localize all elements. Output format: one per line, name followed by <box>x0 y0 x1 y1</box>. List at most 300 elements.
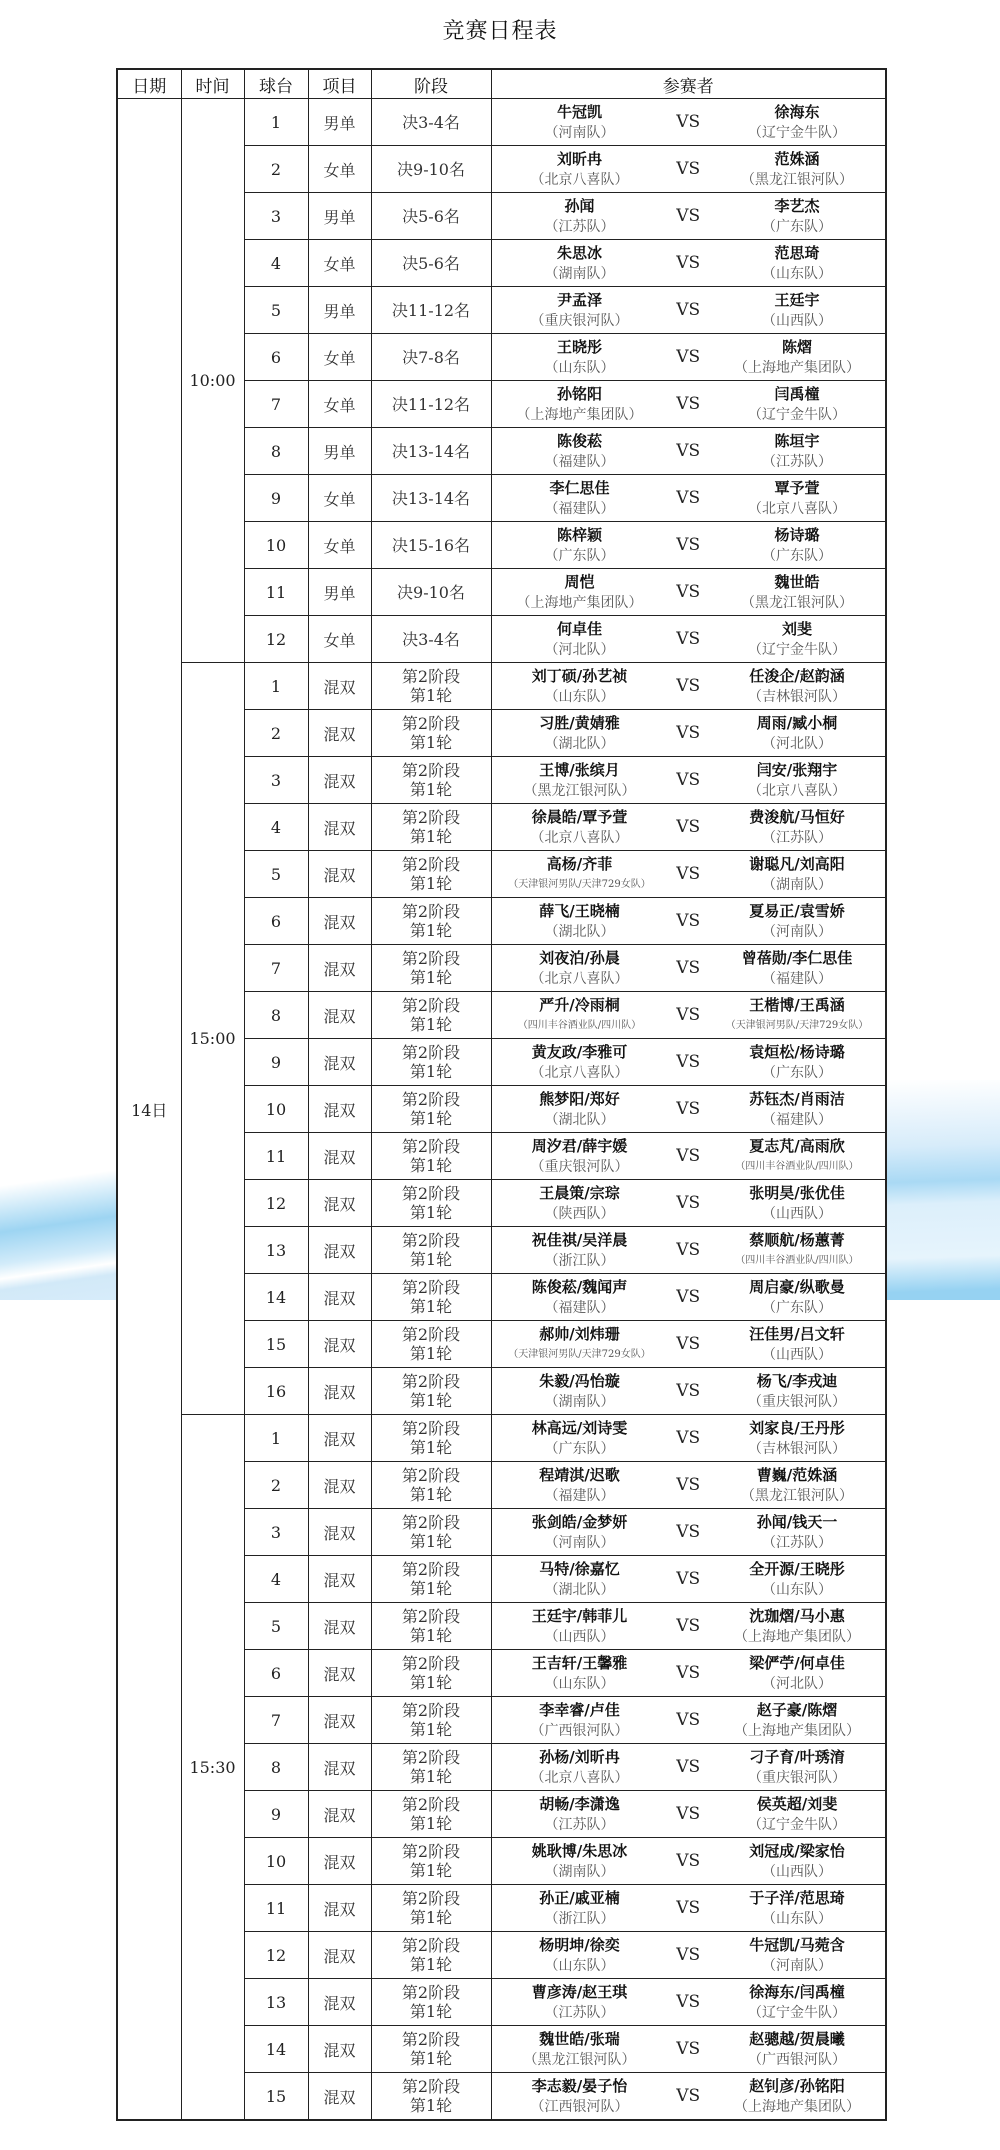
stage-round: 第1轮 <box>409 1391 453 1410</box>
table-number: 6 <box>244 334 308 381</box>
event-type: 混双 <box>308 898 371 945</box>
player-left <box>492 1371 668 1412</box>
player-right-name: 梁俨苧/何卓佳 <box>749 1653 845 1672</box>
stage <box>371 193 491 240</box>
player-left <box>492 1418 668 1459</box>
player-left <box>492 102 668 143</box>
event-type: 女单 <box>308 334 371 381</box>
player-right-name: 刁子育/叶琇淯 <box>749 1747 845 1766</box>
match-participants <box>491 851 886 898</box>
player-right-name: 周启豪/纵歌曼 <box>749 1277 845 1296</box>
event-type: 男单 <box>308 287 371 334</box>
stage-round: 第1轮 <box>409 968 453 987</box>
player-left-name: 王吉轩/王馨雅 <box>531 1653 628 1672</box>
event-type: 混双 <box>308 1650 371 1697</box>
player-right-name: 赵骢越/贺晨曦 <box>749 2029 845 2048</box>
stage <box>371 1180 491 1227</box>
match-participants <box>491 1791 886 1838</box>
vs-label: VS <box>676 1945 701 1965</box>
player-right <box>709 290 885 331</box>
vs-label: VS <box>676 1334 701 1354</box>
event-type: 混双 <box>308 804 371 851</box>
player-left-team: （河北队） <box>544 641 615 658</box>
player-left-team: （湖北队） <box>544 735 615 752</box>
match-participants <box>491 1180 886 1227</box>
player-right-team: （福建队） <box>762 1111 832 1128</box>
match <box>492 1979 886 2025</box>
stage <box>371 240 491 287</box>
player-left-name: 林高远/刘诗雯 <box>531 1418 628 1437</box>
table-number: 4 <box>244 240 308 287</box>
match <box>492 898 886 944</box>
player-left-name: 祝佳祺/吴洋晨 <box>531 1230 628 1249</box>
stage-round: 第1轮 <box>409 686 453 705</box>
match <box>492 287 886 333</box>
stage <box>371 1932 491 1979</box>
table-number: 3 <box>244 757 308 804</box>
stage-round: 第1轮 <box>409 1579 453 1598</box>
stage-phase: 决9-10名 <box>397 159 465 179</box>
table-number: 5 <box>244 1603 308 1650</box>
match-participants <box>491 1368 886 1415</box>
vs-label: VS <box>676 300 701 320</box>
table-number: 8 <box>244 1744 308 1791</box>
stage <box>371 569 491 616</box>
player-left <box>492 525 668 566</box>
table-number: 2 <box>244 146 308 193</box>
player-left-name: 陈俊菘 <box>556 431 602 450</box>
match-participants <box>491 240 886 287</box>
event-type: 男单 <box>308 99 371 146</box>
player-left <box>492 196 668 237</box>
match-participants <box>491 1979 886 2026</box>
vs-label: VS <box>676 817 701 837</box>
table-number: 12 <box>244 1180 308 1227</box>
player-left <box>492 1042 668 1083</box>
match <box>492 757 886 803</box>
table-number: 6 <box>244 1650 308 1697</box>
event-type: 混双 <box>308 1368 371 1415</box>
match-participants <box>491 475 886 522</box>
player-left-name: 胡畅/李潇逸 <box>539 1794 620 1813</box>
stage-round: 第1轮 <box>409 1908 453 1927</box>
table-number: 11 <box>244 1885 308 1932</box>
player-left-name: 高杨/齐菲 <box>546 854 613 873</box>
stage <box>371 1462 491 1509</box>
player-left-name: 熊梦阳/郑好 <box>539 1089 620 1108</box>
player-right-name: 周雨/臧小桐 <box>756 713 838 732</box>
table-row <box>117 663 886 710</box>
header-table: 球台 <box>244 69 308 99</box>
match <box>492 804 886 850</box>
player-right-team: （广东队） <box>762 218 832 235</box>
match-participants <box>491 1885 886 1932</box>
player-right <box>709 1841 885 1882</box>
stage-phase: 第2阶段 <box>401 2077 461 2096</box>
vs-label: VS <box>676 723 701 743</box>
stage-phase: 第2阶段 <box>401 855 461 874</box>
player-left <box>492 384 668 425</box>
vs-label: VS <box>676 347 701 367</box>
player-right-name: 赵子豪/陈熠 <box>756 1700 838 1719</box>
match-participants <box>491 1133 886 1180</box>
vs-label: VS <box>676 1146 701 1166</box>
stage-phase: 第2阶段 <box>401 1701 461 1720</box>
player-left-team: （山东队） <box>544 359 615 376</box>
player-right-name: 侯英超/刘斐 <box>756 1794 838 1813</box>
player-right-name: 夏志芃/高雨欣 <box>749 1136 845 1155</box>
stage <box>371 1509 491 1556</box>
table-number: 7 <box>244 945 308 992</box>
stage-round: 第1轮 <box>409 874 453 893</box>
player-left <box>492 666 668 707</box>
player-right-name: 谢聪凡/刘高阳 <box>749 854 845 873</box>
player-left <box>492 995 668 1036</box>
match <box>492 2073 886 2119</box>
player-left <box>492 1794 668 1835</box>
table-number: 2 <box>244 710 308 757</box>
player-right <box>709 1277 885 1318</box>
player-right <box>709 1700 885 1741</box>
stage-phase: 第2阶段 <box>401 1466 461 1485</box>
match-participants <box>491 2073 886 2121</box>
player-right-team: （广东队） <box>762 547 832 564</box>
player-right <box>709 1888 885 1929</box>
match-participants <box>491 757 886 804</box>
vs-label: VS <box>676 1663 701 1683</box>
vs-label: VS <box>676 1193 701 1213</box>
stage <box>371 1744 491 1791</box>
match <box>492 1509 886 1555</box>
vs-label: VS <box>676 1569 701 1589</box>
match-participants <box>491 1556 886 1603</box>
stage-phase: 第2阶段 <box>401 1748 461 1767</box>
match-participants <box>491 1603 886 1650</box>
player-right <box>709 807 885 848</box>
stage-phase: 第2阶段 <box>401 714 461 733</box>
player-right <box>709 196 885 237</box>
player-right-team: （天津银河男队/天津729女队） <box>725 1019 869 1031</box>
player-right-name: 范姝涵 <box>774 149 820 168</box>
stage-phase: 第2阶段 <box>401 1607 461 1626</box>
header-event: 项目 <box>308 69 371 99</box>
table-number: 5 <box>244 287 308 334</box>
stage-round: 第1轮 <box>409 1955 453 1974</box>
player-right-name: 刘冠成/梁家怡 <box>749 1841 845 1860</box>
player-right <box>709 1606 885 1647</box>
session-time: 10:00 <box>181 99 244 663</box>
player-left-team: （湖北队） <box>544 1581 615 1598</box>
player-left-name: 张剑皓/金梦妍 <box>531 1512 628 1531</box>
player-left-team: （北京八喜队） <box>530 829 629 846</box>
stage <box>371 1039 491 1086</box>
table-number: 10 <box>244 1086 308 1133</box>
player-left-team: （北京八喜队） <box>530 1064 629 1081</box>
stage-round: 第1轮 <box>409 1532 453 1551</box>
player-left-team: （上海地产集团队） <box>516 406 643 423</box>
event-type: 混双 <box>308 992 371 1039</box>
player-left-team: （江苏队） <box>544 1816 615 1833</box>
match-participants <box>491 2026 886 2073</box>
player-left-team: （黑龙江银河队） <box>523 782 636 799</box>
player-left-team: （广西银河队） <box>530 1722 629 1739</box>
stage-round: 第1轮 <box>409 1861 453 1880</box>
player-right-name: 于子洋/范思琦 <box>749 1888 845 1907</box>
player-right <box>709 948 885 989</box>
player-left-name: 孙闻 <box>564 196 595 215</box>
player-left-team: （陕西队） <box>544 1205 615 1222</box>
stage <box>371 851 491 898</box>
event-type: 混双 <box>308 1133 371 1180</box>
player-right-name: 孙闻/钱天一 <box>756 1512 838 1531</box>
background-wave-left <box>0 1130 116 1300</box>
player-right-name: 闫禹橦 <box>774 384 820 403</box>
match-participants <box>491 1274 886 1321</box>
match-participants <box>491 287 886 334</box>
player-left-team: （上海地产集团队） <box>516 594 643 611</box>
match-participants <box>491 1509 886 1556</box>
player-right-name: 汪佳男/吕文轩 <box>749 1324 845 1343</box>
match <box>492 1885 886 1931</box>
player-left-team: （浙江队） <box>544 1910 615 1927</box>
match <box>492 710 886 756</box>
table-number: 7 <box>244 381 308 428</box>
vs-label: VS <box>676 1475 701 1495</box>
player-right-name: 刘家良/王丹彤 <box>749 1418 845 1437</box>
player-right <box>709 666 885 707</box>
vs-label: VS <box>676 1428 701 1448</box>
table-number: 3 <box>244 193 308 240</box>
table-number: 14 <box>244 2026 308 2073</box>
player-right-name: 苏钰杰/肖雨洁 <box>749 1089 845 1108</box>
match-participants <box>491 1039 886 1086</box>
event-type: 混双 <box>308 1932 371 1979</box>
vs-label: VS <box>676 1005 701 1025</box>
table-number: 2 <box>244 1462 308 1509</box>
stage <box>371 475 491 522</box>
player-right-team: （辽宁金牛队） <box>748 2004 846 2021</box>
player-left-name: 刘夜泊/孙晨 <box>539 948 620 967</box>
table-number: 12 <box>244 616 308 663</box>
player-left <box>492 1183 668 1224</box>
player-left-name: 李志毅/晏子怡 <box>531 2076 628 2095</box>
event-type: 混双 <box>308 1415 371 1462</box>
header-time: 时间 <box>181 69 244 99</box>
match <box>492 1086 886 1132</box>
player-left-team: （北京八喜队） <box>530 1769 629 1786</box>
match <box>492 1133 886 1179</box>
player-right-name: 全开源/王晓彤 <box>749 1559 845 1578</box>
player-left-team: （福建队） <box>544 1299 615 1316</box>
player-right-team: （上海地产集团队） <box>734 359 860 376</box>
match-participants <box>491 381 886 428</box>
player-right <box>709 1324 885 1365</box>
stage <box>371 287 491 334</box>
stage-phase: 决9-10名 <box>397 582 465 602</box>
player-right-name: 夏易正/袁雪娇 <box>749 901 845 920</box>
stage <box>371 1979 491 2026</box>
event-type: 男单 <box>308 193 371 240</box>
match-participants <box>491 1697 886 1744</box>
player-right <box>709 572 885 613</box>
vs-label: VS <box>676 253 701 273</box>
stage-round: 第1轮 <box>409 1438 453 1457</box>
table-number: 14 <box>244 1274 308 1321</box>
player-right <box>709 2076 885 2117</box>
player-right-team: （辽宁金牛队） <box>748 1816 846 1833</box>
event-type: 女单 <box>308 475 371 522</box>
event-type: 混双 <box>308 1885 371 1932</box>
session-time: 15:00 <box>181 663 244 1415</box>
player-left-name: 李仁思佳 <box>549 478 610 497</box>
event-type: 混双 <box>308 2073 371 2121</box>
player-left-name: 薛飞/王晓楠 <box>539 901 620 920</box>
stage <box>371 428 491 475</box>
player-left-team: （福建队） <box>544 1487 615 1504</box>
stage-phase: 第2阶段 <box>401 1654 461 1673</box>
table-number: 10 <box>244 522 308 569</box>
player-left <box>492 760 668 801</box>
table-number: 1 <box>244 1415 308 1462</box>
stage <box>371 663 491 710</box>
match <box>492 475 886 521</box>
player-left-name: 王博/张缤月 <box>539 760 620 779</box>
player-left <box>492 1700 668 1741</box>
vs-label: VS <box>676 864 701 884</box>
player-right-team: （山东队） <box>762 1581 832 1598</box>
player-right-name: 费浚航/马恒好 <box>749 807 845 826</box>
vs-label: VS <box>676 112 701 132</box>
stage-round: 第1轮 <box>409 1485 453 1504</box>
player-left-name: 周汐君/薛宇媛 <box>531 1136 628 1155</box>
table-number: 9 <box>244 1791 308 1838</box>
player-left-name: 孙正/戚亚楠 <box>539 1888 620 1907</box>
table-row <box>117 1415 886 1462</box>
match-participants <box>491 804 886 851</box>
player-right-name: 曾蓓勋/李仁思佳 <box>741 948 853 967</box>
player-right-team: （山东队） <box>762 1910 832 1927</box>
stage-round: 第1轮 <box>409 1297 453 1316</box>
stage <box>371 1415 491 1462</box>
vs-label: VS <box>676 1287 701 1307</box>
schedule-table <box>116 68 887 2121</box>
player-right-team: （福建队） <box>762 970 832 987</box>
stage <box>371 757 491 804</box>
stage-round: 第1轮 <box>409 733 453 752</box>
stage <box>371 616 491 663</box>
player-right-team: （上海地产集团队） <box>734 1628 860 1645</box>
player-right <box>709 1653 885 1694</box>
player-right-name: 蔡顺航/杨蕙菁 <box>749 1230 845 1249</box>
player-right-name: 闫安/张翔宇 <box>756 760 838 779</box>
event-type: 混双 <box>308 1838 371 1885</box>
player-right-name: 曹巍/范姝涵 <box>756 1465 838 1484</box>
stage-phase: 第2阶段 <box>401 761 461 780</box>
table-number: 11 <box>244 569 308 616</box>
match-participants <box>491 1227 886 1274</box>
event-type: 女单 <box>308 240 371 287</box>
vs-label: VS <box>676 441 701 461</box>
player-right <box>709 1418 885 1459</box>
stage <box>371 1086 491 1133</box>
stage-phase: 决3-4名 <box>402 629 460 649</box>
vs-label: VS <box>676 535 701 555</box>
player-left-name: 魏世皓/张瑞 <box>539 2029 620 2048</box>
stage <box>371 2026 491 2073</box>
player-left-name: 刘昕冉 <box>556 149 602 168</box>
player-right <box>709 901 885 942</box>
match-participants <box>491 1838 886 1885</box>
vs-label: VS <box>676 1616 701 1636</box>
match-participants <box>491 1415 886 1462</box>
event-type: 混双 <box>308 663 371 710</box>
stage-phase: 决5-6名 <box>402 206 460 226</box>
player-right-name: 杨飞/李戎迪 <box>756 1371 838 1390</box>
player-right-team: （上海地产集团队） <box>734 1722 860 1739</box>
stage-phase: 第2阶段 <box>401 667 461 686</box>
player-left-name: 徐晨皓/覃予萱 <box>531 807 628 826</box>
player-right <box>709 149 885 190</box>
event-type: 混双 <box>308 945 371 992</box>
stage <box>371 1321 491 1368</box>
player-left-team: （浙江队） <box>544 1252 615 1269</box>
table-number: 15 <box>244 1321 308 1368</box>
vs-label: VS <box>676 2086 701 2106</box>
match-participants <box>491 1462 886 1509</box>
table-number: 13 <box>244 1979 308 2026</box>
player-right-team: （北京八喜队） <box>748 782 846 799</box>
stage-phase: 第2阶段 <box>401 1936 461 1955</box>
player-right-team: （河南队） <box>762 923 832 940</box>
player-right-name: 赵钊彦/孙铭阳 <box>749 2076 845 2095</box>
vs-label: VS <box>676 1052 701 1072</box>
table-number: 9 <box>244 1039 308 1086</box>
background-wave-right <box>885 1080 1000 1300</box>
player-left <box>492 901 668 942</box>
stage-phase: 第2阶段 <box>401 996 461 1015</box>
table-number: 3 <box>244 1509 308 1556</box>
header-date: 日期 <box>117 69 181 99</box>
player-left <box>492 1982 668 2023</box>
player-left-team: （福建队） <box>544 453 615 470</box>
player-left-name: 程靖淇/迟歌 <box>539 1465 620 1484</box>
player-right <box>709 1559 885 1600</box>
match-participants <box>491 522 886 569</box>
player-right-team: （北京八喜队） <box>748 500 846 517</box>
player-right-name: 李艺杰 <box>774 196 820 215</box>
match <box>492 663 886 709</box>
player-right-name: 陈熠 <box>781 337 812 356</box>
event-type: 女单 <box>308 381 371 428</box>
player-right-name: 王楷博/王禹涵 <box>749 995 845 1014</box>
player-right-team: （河北队） <box>762 1675 832 1692</box>
match-date: 14日 <box>117 99 181 2121</box>
player-left-team: （重庆银河队） <box>530 1158 629 1175</box>
player-right <box>709 1794 885 1835</box>
player-left-team: （湖南队） <box>544 1863 615 1880</box>
match-participants <box>491 1932 886 1979</box>
player-left-name: 孙杨/刘昕冉 <box>539 1747 620 1766</box>
table-number: 8 <box>244 428 308 475</box>
match-participants <box>491 569 886 616</box>
player-left <box>492 1935 668 1976</box>
stage-round: 第1轮 <box>409 921 453 940</box>
event-type: 混双 <box>308 1744 371 1791</box>
player-left <box>492 149 668 190</box>
player-left-name: 王廷宇/韩菲儿 <box>531 1606 628 1625</box>
table-number: 5 <box>244 851 308 898</box>
event-type: 混双 <box>308 1556 371 1603</box>
